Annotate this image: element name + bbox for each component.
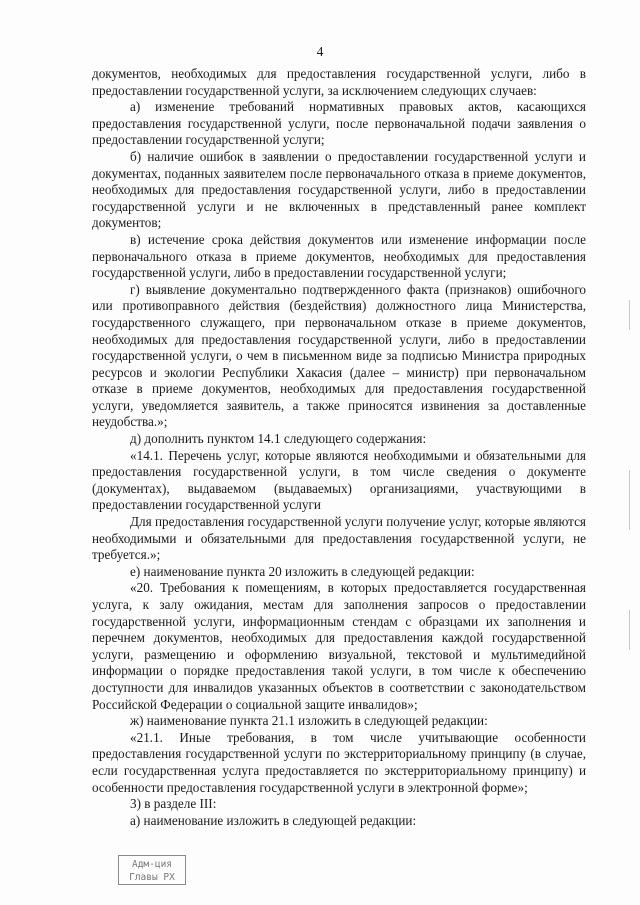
stamp-line: Адм-ция xyxy=(131,859,173,870)
paragraph: г) выявление документально подтвержденного факта (признаков) ошибочного или противоправного действия (бездействия) должностного лица Министерства, государственного служащего, при первоначальном отказе в приеме документов, необходимых для предоставления государственной услуги, либо в предоставлении государственной услуги, о чем в письменном виде за подписью Министра природных ресурсов и экологии Республики Хакасия (далее – министр) при первоначальном отказе в приеме документов, необходимых для предоставления государственной услуги, уведомляется заявитель, а также приносятся извинения за доставленные неудобства.»; xyxy=(92,281,586,430)
paragraph: в) истечение срока действия документов или изменение информации после первоначального отказа в приеме документов, необходимых для предоставления государственной услуги, либо в предоставлении государственной услуги; xyxy=(92,231,586,281)
paragraph: е) наименование пункта 20 изложить в следующей редакции: xyxy=(130,563,475,579)
paragraph: б) наличие ошибок в заявлении о предоставлении государственной услуги и документах, поданных заявителем после первоначального отказа в приеме документов, необходимых для предоставления государственной услуги, либо в предоставлении государственной услуги и не включенных в представленный ранее комплект документов; xyxy=(92,148,586,231)
scan-edge-mark xyxy=(629,300,630,330)
paragraph: «14.1. Перечень услуг, которые являются необходимыми и обязательными для предоставления государственной услуги, в том числе сведения о документе (документах), выдаваемом (выдаваемых) организациями, участвующими в предоставлении государственной услуги xyxy=(92,447,586,513)
paragraph: д) дополнить пунктом 14.1 следующего содержания: xyxy=(130,431,427,447)
stamp-line: Главы РХ xyxy=(129,872,175,883)
paragraph: документов, необходимых для предоставления государственной услуги, либо в предоставлении государственной услуги, за исключением следующих случаев: xyxy=(92,66,586,98)
paragraph: а) изменение требований нормативных правовых актов, касающихся предоставления государственной услуги, после первоначальной подачи заявления о предоставлении государственной услуги; xyxy=(92,99,586,148)
registration-stamp xyxy=(118,855,186,885)
scan-edge-mark xyxy=(629,610,630,650)
paragraph: Для предоставления государственной услуги получение услуг, которые являются необходимыми и обязательными для предоставления государственной услуги, не требуется.»; xyxy=(92,514,586,563)
paragraph: ж) наименование пункта 21.1 изложить в следующей редакции: xyxy=(130,713,488,729)
paragraph: 3) в разделе III: xyxy=(130,796,217,812)
paragraph: «21.1. Иные требования, в том числе учитывающие особенности предоставления государственной услуги по экстерриториальному принципу (в случае, если государственная услуга предоставляется по экстерриториальному принципу) и особенности предоставления государственной услуги в электронной форме»; xyxy=(92,729,586,795)
document-body xyxy=(92,66,586,829)
paragraph: а) наименование изложить в следующей редакции: xyxy=(130,812,417,828)
scan-edge-mark xyxy=(629,470,630,530)
page-number: 4 xyxy=(316,44,324,59)
paragraph: «20. Требования к помещениям, в которых предоставляется государственная услуга, к залу ожидания, местам для заполнения запросов о предоставлении государственной услуги, информационным стендам с образцами их заполнения и перечнем документов, необходимых для предоставления каждой государственной услуги, размещению и оформлению визуальной, текстовой и мультимедийной информации о порядке предоставления такой услуги, в том числе к обеспечению доступности для инвалидов указанных объектов в соответствии с законодательством Российской Федерации о социальной защите инвалидов»; xyxy=(92,580,586,712)
